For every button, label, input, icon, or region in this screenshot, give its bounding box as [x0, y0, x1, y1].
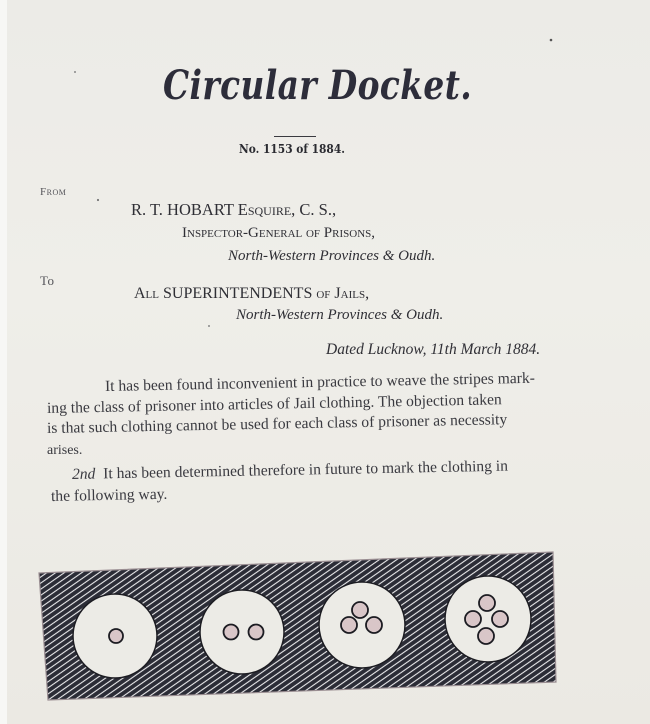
- paragraph-2-line-2: the following way.: [50, 485, 168, 505]
- class-3-marking: [319, 582, 405, 668]
- recipient-suffix: of Jails,: [316, 285, 370, 302]
- from-label: From: [40, 186, 67, 198]
- class-1-marking: [73, 594, 157, 678]
- paragraph-1-line-3: is that such clothing cannot be used for each class of prisoner as necessity: [46, 411, 508, 437]
- paragraph-2-text: It has been determined therefore in future to mark the clothing in: [103, 457, 509, 483]
- class-4-marking: [445, 576, 531, 662]
- recipient-province: North-Western Provinces & Oudh.: [236, 307, 444, 323]
- document-title: Circular Docket.: [163, 62, 473, 109]
- paragraph-1-line-4: arises.: [47, 443, 83, 458]
- paragraph-1-line-2: ing the class of prisoner into articles of Jail clothing. The objection taken: [46, 391, 502, 417]
- date-line: Dated Lucknow, 11th March 1884.: [326, 341, 541, 358]
- paragraph-number: 2nd: [71, 465, 96, 483]
- recipient-prefix: All: [134, 285, 159, 302]
- paragraph-1-line-1: It has been found inconvenient in practice to weave the stripes mark-: [104, 369, 536, 395]
- recipient-name: SUPERINTENDENTS: [163, 285, 313, 302]
- sender-province: North-Western Provinces & Oudh.: [228, 248, 436, 264]
- class-2-marking: [200, 590, 284, 674]
- sender-title: Inspector-General of Prisons,: [182, 225, 376, 241]
- to-label: To: [40, 273, 55, 288]
- docket-number: No. 1153 of 1884.: [239, 141, 345, 156]
- sender-name-main: R. T. HOBART: [131, 200, 234, 219]
- sender-name-suffix: Esquire, C. S.,: [237, 200, 337, 219]
